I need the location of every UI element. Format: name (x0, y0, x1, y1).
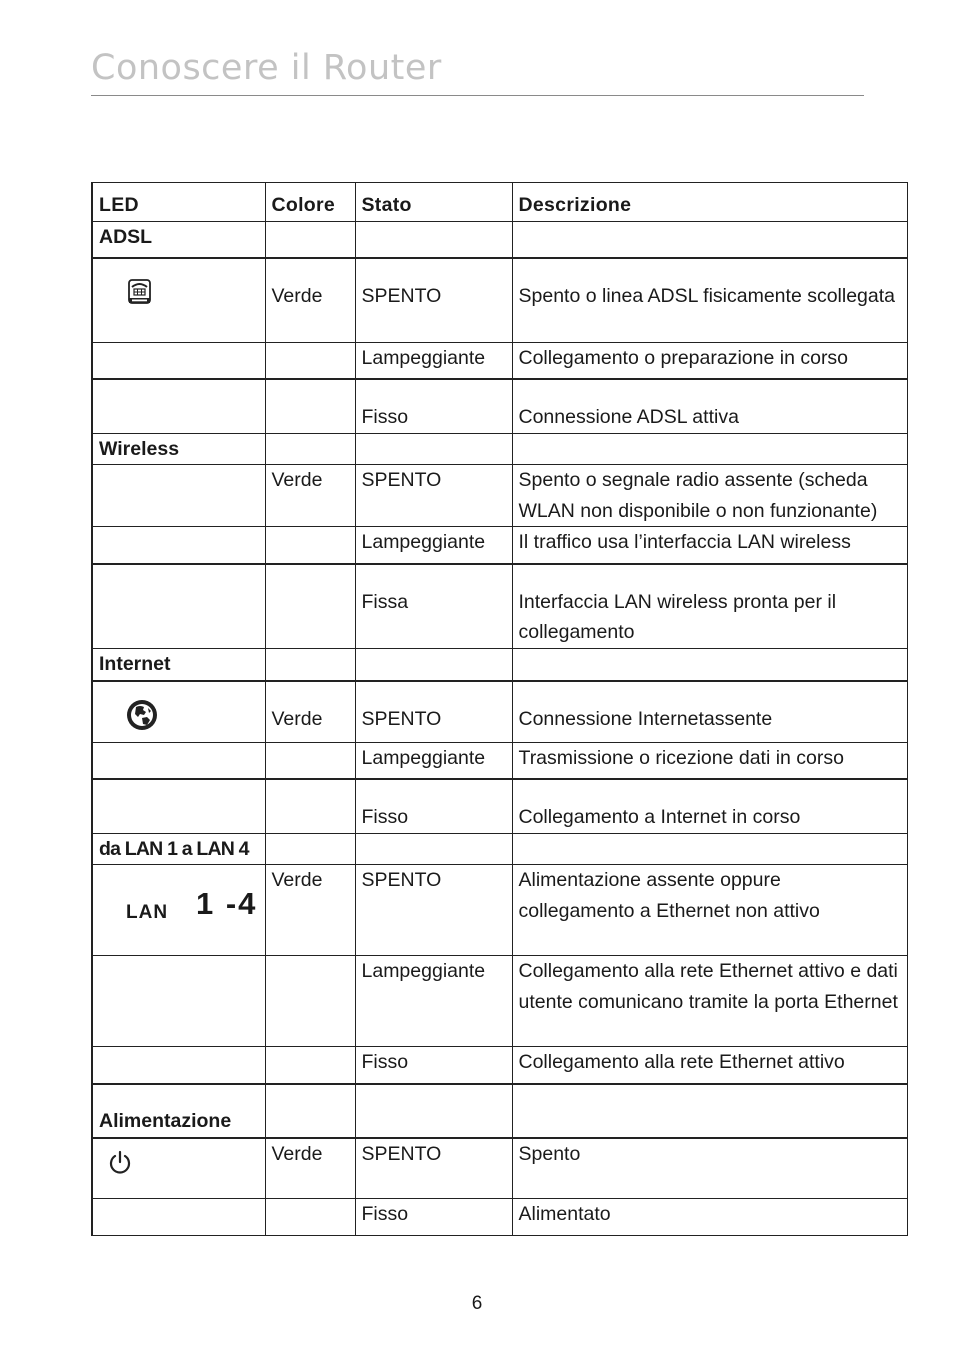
lan-port-label: LAN (126, 902, 169, 923)
led-status-table (91, 182, 908, 1236)
table-row (92, 681, 907, 742)
cell-stato: SPENTO (355, 258, 512, 342)
led-icon-cell (92, 865, 265, 956)
cell-descrizione: Il traffico usa l’interfaccia LAN wireless (512, 527, 907, 564)
column-header-led: LED (92, 183, 265, 222)
section-row-wireless (92, 433, 907, 465)
section-label-internet: Internet (92, 648, 265, 681)
led-icon-cell (92, 681, 265, 742)
power-icon (99, 1139, 259, 1186)
globe-icon (99, 682, 259, 742)
cell-stato: Lampeggiante (355, 527, 512, 564)
cell-descrizione: Collegamento a Internet in corso (512, 779, 907, 833)
cell-descrizione: Collegamento alla rete Ethernet attivo e dati utente comunicano tramite la porta Ethernet (512, 956, 907, 1047)
column-header-stato: Stato (355, 183, 512, 222)
cell-colore: Verde (265, 258, 355, 342)
cell-stato: Lampeggiante (355, 342, 512, 379)
led-icon-cell (92, 258, 265, 342)
cell-colore (265, 1199, 355, 1236)
column-header-descrizione: Descrizione (512, 183, 907, 222)
table-row (92, 1047, 907, 1084)
title-divider (91, 95, 864, 96)
table-row (92, 1138, 907, 1199)
cell-descrizione: Connessione ADSL attiva (512, 379, 907, 433)
section-label-power: Alimentazione (92, 1084, 265, 1138)
page-number: 6 (471, 1293, 483, 1314)
cell-colore (265, 1047, 355, 1084)
table-row (92, 1199, 907, 1236)
cell-colore (265, 742, 355, 779)
table-row (92, 956, 907, 1047)
cell-colore (265, 779, 355, 833)
section-row-adsl (92, 221, 907, 258)
section-row-internet (92, 648, 907, 681)
cell-descrizione: Connessione Internetassente (512, 681, 907, 742)
table-row (92, 865, 907, 956)
table-row (92, 379, 907, 433)
table-header-row (92, 183, 907, 222)
section-row-lan (92, 833, 907, 865)
section-row-power (92, 1084, 907, 1138)
cell-stato: Lampeggiante (355, 742, 512, 779)
cell-descrizione: Interfaccia LAN wireless pronta per il collegamento (512, 564, 907, 649)
cell-colore (265, 564, 355, 649)
cell-stato: Fisso (355, 1047, 512, 1084)
page-title: Conoscere il Router (91, 48, 442, 88)
lan-port-number: 1 -4 (196, 886, 258, 921)
table-row (92, 779, 907, 833)
cell-stato: Fisso (355, 779, 512, 833)
section-label-lan: da LAN 1 a LAN 4 (92, 833, 265, 865)
cell-stato: SPENTO (355, 1138, 512, 1199)
table-row (92, 527, 907, 564)
cell-stato: SPENTO (355, 465, 512, 527)
cell-descrizione: Spento o linea ADSL fisicamente scollegata (512, 258, 907, 342)
led-icon-cell (92, 1138, 265, 1199)
section-label-adsl: ADSL (92, 221, 265, 258)
table-row (92, 742, 907, 779)
column-header-colore: Colore (265, 183, 355, 222)
cell-descrizione: Alimentato (512, 1199, 907, 1236)
cell-stato: Fisso (355, 379, 512, 433)
cell-descrizione: Spento (512, 1138, 907, 1199)
cell-colore (265, 527, 355, 564)
cell-colore (265, 379, 355, 433)
cell-stato: Fissa (355, 564, 512, 649)
cell-descrizione: Collegamento o preparazione in corso (512, 342, 907, 379)
cell-colore: Verde (265, 681, 355, 742)
section-label-wireless: Wireless (92, 433, 265, 465)
cell-descrizione: Spento o segnale radio assente (scheda WLAN non disponibile o non funzionante) (512, 465, 907, 527)
cell-descrizione: Trasmissione o ricezione dati in corso (512, 742, 907, 779)
cell-colore: Verde (265, 465, 355, 527)
cell-colore: Verde (265, 1138, 355, 1199)
cell-colore (265, 342, 355, 379)
cell-stato: SPENTO (355, 681, 512, 742)
cell-stato: Lampeggiante (355, 956, 512, 1047)
cell-colore: Verde (265, 865, 355, 956)
cell-descrizione: Alimentazione assente oppure collegamento a Ethernet non attivo (512, 865, 907, 956)
cell-stato: SPENTO (355, 865, 512, 956)
telephone-icon (99, 259, 259, 317)
table-row (92, 342, 907, 379)
table-row (92, 465, 907, 527)
table-row (92, 564, 907, 649)
cell-stato: Fisso (355, 1199, 512, 1236)
table-row (92, 258, 907, 342)
cell-colore (265, 956, 355, 1047)
cell-descrizione: Collegamento alla rete Ethernet attivo (512, 1047, 907, 1084)
